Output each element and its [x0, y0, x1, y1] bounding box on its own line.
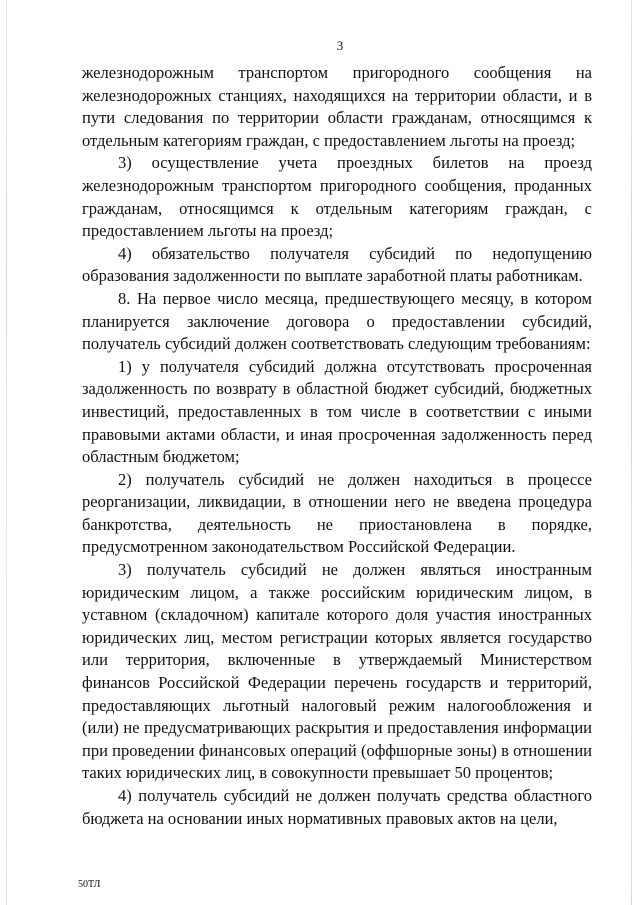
paragraph-requirement-2: 2) получатель субсидий не должен находиться в процессе реорганизации, ликвидации, в отношении него не введена процедура банкротства, деятельность не приостановлена в порядке, предусмотренном законодательством Российской Федерации.	[82, 469, 592, 557]
paragraph-requirement-3: 3) получатель субсидий не должен являться иностранным юридическим лицом, а также российским юридическим лицом, в уставном (складочном) капитале которого доля участия иностранных юридических лиц, местом регистрации которых является государство или территория, включенные в утверждаемый Министерством финансов Российской Федерации перечень государств и территорий, предоставляющих льготный налоговый режим налогообложения и (или) не предусматривающих раскрытия и предоставления информации при проведении финансовых операций (оффшорные зоны) в отношении таких юридических лиц, в совокупности превышает 50 процентов;	[82, 560, 592, 783]
paragraph-requirement-1: 1) у получателя субсидий должна отсутствовать просроченная задолженность по возврату в областной бюджет субсидий, бюджетных инвестиций, предоставленных в том числе в соответствии с иными правовыми актами области, и иная просроченная задолженность перед областным бюджетом;	[82, 356, 592, 467]
document-body	[82, 62, 592, 830]
footer-document-code: 50ТЛ	[78, 879, 101, 890]
page-number: 3	[336, 38, 344, 53]
scan-edge-right	[631, 0, 632, 905]
paragraph-requirement-4: 4) получатель субсидий не должен получать средства областного бюджета на основании иных нормативных правовых актов на цели,	[82, 786, 592, 828]
scan-edge-left	[6, 0, 7, 905]
paragraph-section-8: 8. На первое число месяца, предшествующего месяцу, в котором планируется заключение договора о предоставлении субсидий, получатель субсидий должен соответствовать следующим требованиям:	[82, 288, 592, 354]
paragraph-item-4: 4) обязательство получателя субсидий по недопущению образования задолженности по выплате заработной платы работникам.	[82, 243, 592, 286]
paragraph-item-3: 3) осуществление учета проездных билетов на проезд железнодорожным транспортом пригородного сообщения, проданных гражданам, относящимся к отдельным категориям граждан, с предоставлением льготы на проезд;	[82, 153, 592, 241]
paragraph-continuation: железнодорожным транспортом пригородного сообщения на железнодорожных станциях, находящихся на территории области, и в пути следования по территории области гражданам, относящимся к отдельным категориям граждан, с предоставлением льготы на проезд;	[82, 63, 592, 150]
